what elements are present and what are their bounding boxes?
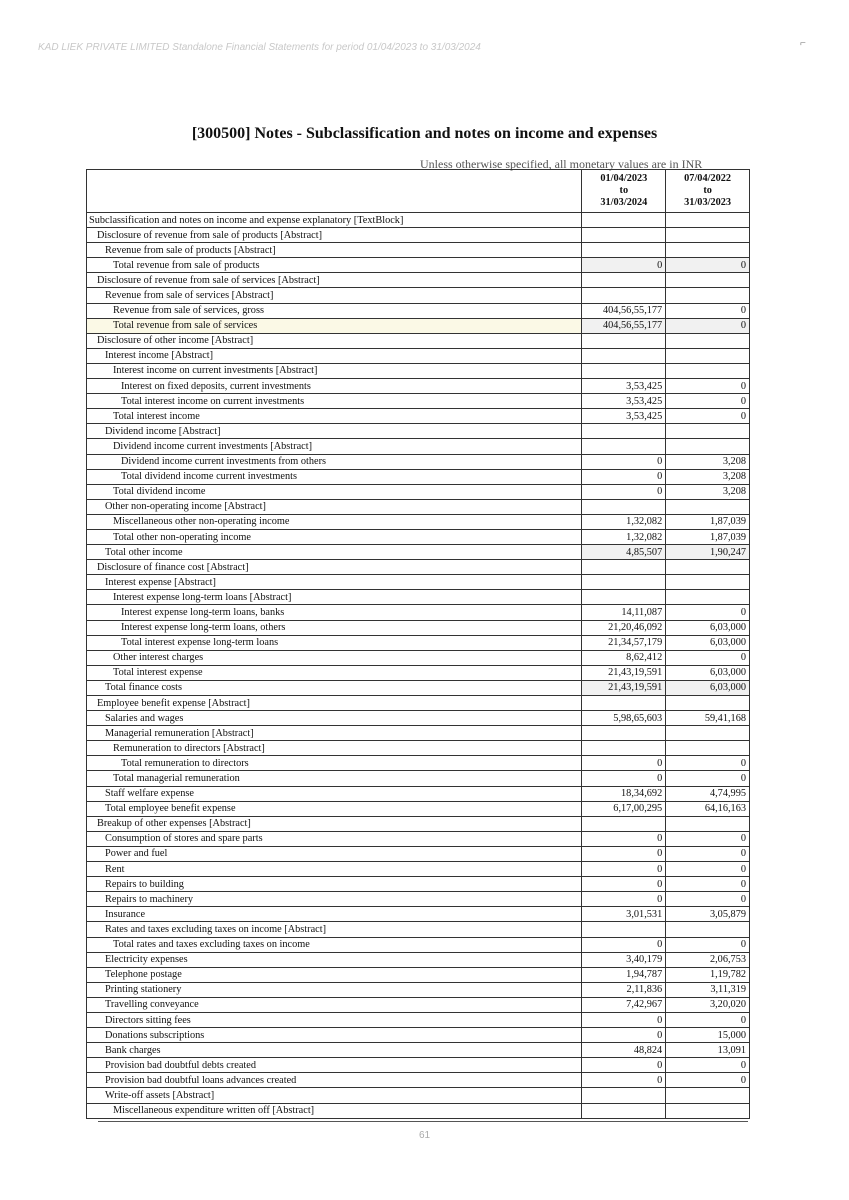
row-label: Disclosure of other income [Abstract] — [87, 333, 582, 348]
value-previous-period — [666, 1088, 750, 1103]
table-row — [87, 726, 750, 741]
row-label: Electricity expenses — [87, 952, 582, 967]
value-previous-period: 1,90,247 — [666, 545, 750, 560]
table-row — [87, 696, 750, 711]
value-previous-period: 1,87,039 — [666, 529, 750, 544]
row-label: Disclosure of finance cost [Abstract] — [87, 560, 582, 575]
value-current-period: 3,01,531 — [582, 907, 666, 922]
row-label: Repairs to machinery — [87, 892, 582, 907]
row-label: Remuneration to directors [Abstract] — [87, 741, 582, 756]
value-previous-period — [666, 741, 750, 756]
value-current-period: 0 — [582, 892, 666, 907]
table-row — [87, 786, 750, 801]
period-current-to: 31/03/2024 — [600, 197, 648, 208]
row-label: Total rates and taxes excluding taxes on income — [87, 937, 582, 952]
value-current-period: 21,43,19,591 — [582, 680, 666, 695]
row-label: Interest expense long-term loans [Abstract] — [87, 590, 582, 605]
value-previous-period — [666, 560, 750, 575]
table-row — [87, 650, 750, 665]
row-label: Disclosure of revenue from sale of products [Abstract] — [87, 228, 582, 243]
value-previous-period — [666, 273, 750, 288]
value-previous-period — [666, 348, 750, 363]
scan-mark: ⌐ — [800, 38, 806, 49]
table-row — [87, 816, 750, 831]
table-row — [87, 409, 750, 424]
table-row — [87, 892, 750, 907]
table-row — [87, 560, 750, 575]
value-current-period: 1,32,082 — [582, 514, 666, 529]
table-row — [87, 922, 750, 937]
row-label: Employee benefit expense [Abstract] — [87, 696, 582, 711]
value-previous-period: 0 — [666, 831, 750, 846]
value-current-period: 8,62,412 — [582, 650, 666, 665]
table-row — [87, 575, 750, 590]
value-current-period: 21,20,46,092 — [582, 620, 666, 635]
value-current-period: 14,11,087 — [582, 605, 666, 620]
value-previous-period — [666, 499, 750, 514]
table-row — [87, 1058, 750, 1073]
value-current-period — [582, 348, 666, 363]
row-label: Other non-operating income [Abstract] — [87, 499, 582, 514]
period-current-to-word: to — [619, 185, 629, 196]
value-previous-period — [666, 1103, 750, 1118]
table-row — [87, 590, 750, 605]
row-label: Telephone postage — [87, 967, 582, 982]
table-row — [87, 333, 750, 348]
value-current-period: 6,17,00,295 — [582, 801, 666, 816]
period-current-from: 01/04/2023 — [600, 173, 648, 184]
row-label: Insurance — [87, 907, 582, 922]
table-row — [87, 363, 750, 378]
value-previous-period: 0 — [666, 1058, 750, 1073]
table-row — [87, 514, 750, 529]
value-previous-period: 0 — [666, 846, 750, 861]
value-current-period — [582, 590, 666, 605]
value-current-period: 0 — [582, 846, 666, 861]
table-row — [87, 228, 750, 243]
row-label: Total interest expense long-term loans — [87, 635, 582, 650]
row-label: Breakup of other expenses [Abstract] — [87, 816, 582, 831]
value-current-period: 0 — [582, 454, 666, 469]
bottom-rule — [98, 1121, 748, 1122]
table-row — [87, 877, 750, 892]
table-row — [87, 665, 750, 680]
value-previous-period — [666, 590, 750, 605]
table-row — [87, 1103, 750, 1118]
value-current-period: 0 — [582, 484, 666, 499]
row-label: Salaries and wages — [87, 711, 582, 726]
row-label: Dividend income current investments from others — [87, 454, 582, 469]
value-current-period: 0 — [582, 862, 666, 877]
row-label: Miscellaneous other non-operating income — [87, 514, 582, 529]
table-row — [87, 635, 750, 650]
row-label: Interest expense long-term loans, banks — [87, 605, 582, 620]
value-previous-period: 0 — [666, 877, 750, 892]
table-row — [87, 711, 750, 726]
table-row — [87, 620, 750, 635]
table-header-row — [87, 170, 750, 213]
period-previous-to: 31/03/2023 — [684, 197, 732, 208]
table-row — [87, 394, 750, 409]
value-previous-period: 0 — [666, 756, 750, 771]
value-current-period — [582, 575, 666, 590]
table-row — [87, 741, 750, 756]
value-previous-period: 1,19,782 — [666, 967, 750, 982]
value-previous-period — [666, 363, 750, 378]
value-current-period — [582, 243, 666, 258]
row-label: Rates and taxes excluding taxes on income [Abstract] — [87, 922, 582, 937]
table-row — [87, 379, 750, 394]
table-row — [87, 439, 750, 454]
table-row — [87, 937, 750, 952]
table-row — [87, 469, 750, 484]
row-label: Provision bad doubtful loans advances created — [87, 1073, 582, 1088]
value-current-period — [582, 1103, 666, 1118]
table-row — [87, 484, 750, 499]
value-previous-period: 0 — [666, 258, 750, 273]
value-previous-period — [666, 575, 750, 590]
table-row — [87, 1012, 750, 1027]
row-label: Total finance costs — [87, 680, 582, 695]
value-current-period — [582, 696, 666, 711]
table-row — [87, 831, 750, 846]
row-label: Travelling conveyance — [87, 997, 582, 1012]
row-label: Revenue from sale of services, gross — [87, 303, 582, 318]
value-current-period: 0 — [582, 469, 666, 484]
value-previous-period: 3,11,319 — [666, 982, 750, 997]
row-label: Bank charges — [87, 1043, 582, 1058]
value-previous-period — [666, 696, 750, 711]
row-label: Managerial remuneration [Abstract] — [87, 726, 582, 741]
value-current-period: 0 — [582, 937, 666, 952]
row-label: Rent — [87, 862, 582, 877]
row-label: Printing stationery — [87, 982, 582, 997]
period-previous-to-word: to — [703, 185, 712, 196]
value-previous-period: 0 — [666, 1073, 750, 1088]
value-previous-period — [666, 922, 750, 937]
table-row — [87, 1073, 750, 1088]
table-row — [87, 348, 750, 363]
value-current-period: 5,98,65,603 — [582, 711, 666, 726]
value-previous-period: 3,208 — [666, 484, 750, 499]
row-label: Directors sitting fees — [87, 1012, 582, 1027]
row-label: Miscellaneous expenditure written off [Abstract] — [87, 1103, 582, 1118]
row-label: Provision bad doubtful debts created — [87, 1058, 582, 1073]
row-label: Total dividend income — [87, 484, 582, 499]
value-previous-period: 2,06,753 — [666, 952, 750, 967]
value-previous-period: 0 — [666, 1012, 750, 1027]
value-previous-period — [666, 439, 750, 454]
value-current-period — [582, 424, 666, 439]
table-row — [87, 680, 750, 695]
value-previous-period — [666, 288, 750, 303]
value-current-period — [582, 816, 666, 831]
value-previous-period: 0 — [666, 937, 750, 952]
value-previous-period — [666, 726, 750, 741]
value-current-period — [582, 228, 666, 243]
value-previous-period: 15,000 — [666, 1028, 750, 1043]
value-current-period: 404,56,55,177 — [582, 318, 666, 333]
table-row — [87, 756, 750, 771]
value-current-period: 0 — [582, 258, 666, 273]
header-label-cell — [87, 170, 582, 213]
value-current-period: 21,34,57,179 — [582, 635, 666, 650]
value-previous-period — [666, 213, 750, 228]
value-current-period: 1,32,082 — [582, 529, 666, 544]
table-row — [87, 499, 750, 514]
table-row — [87, 952, 750, 967]
value-previous-period: 3,05,879 — [666, 907, 750, 922]
value-current-period — [582, 213, 666, 228]
value-previous-period: 0 — [666, 650, 750, 665]
value-previous-period: 6,03,000 — [666, 665, 750, 680]
units-note: Unless otherwise specified, all monetary values are in INR — [420, 157, 703, 171]
table-row — [87, 771, 750, 786]
table-row — [87, 846, 750, 861]
row-label: Total other non-operating income — [87, 529, 582, 544]
table-row — [87, 1043, 750, 1058]
value-previous-period: 1,87,039 — [666, 514, 750, 529]
row-label: Other interest charges — [87, 650, 582, 665]
value-current-period: 0 — [582, 756, 666, 771]
row-label: Subclassification and notes on income and expense explanatory [TextBlock] — [87, 213, 582, 228]
value-previous-period: 0 — [666, 605, 750, 620]
row-label: Write-off assets [Abstract] — [87, 1088, 582, 1103]
value-current-period: 2,11,836 — [582, 982, 666, 997]
value-previous-period: 4,74,995 — [666, 786, 750, 801]
value-current-period — [582, 273, 666, 288]
value-previous-period: 6,03,000 — [666, 635, 750, 650]
value-previous-period: 0 — [666, 771, 750, 786]
value-current-period: 18,34,692 — [582, 786, 666, 801]
value-current-period: 48,824 — [582, 1043, 666, 1058]
value-previous-period — [666, 424, 750, 439]
table-row — [87, 213, 750, 228]
table-row — [87, 982, 750, 997]
table-row — [87, 288, 750, 303]
row-label: Interest income on current investments [Abstract] — [87, 363, 582, 378]
period-previous-from: 07/04/2022 — [684, 173, 732, 184]
table-row — [87, 545, 750, 560]
value-current-period — [582, 363, 666, 378]
row-label: Total interest income on current investments — [87, 394, 582, 409]
row-label: Interest expense [Abstract] — [87, 575, 582, 590]
value-previous-period — [666, 816, 750, 831]
value-current-period: 0 — [582, 1073, 666, 1088]
row-label: Power and fuel — [87, 846, 582, 861]
value-previous-period — [666, 243, 750, 258]
row-label: Dividend income current investments [Abstract] — [87, 439, 582, 454]
row-label: Total interest expense — [87, 665, 582, 680]
page-title: [300500] Notes - Subclassification and notes on income and expenses — [191, 125, 658, 142]
value-previous-period: 3,208 — [666, 454, 750, 469]
row-label: Total revenue from sale of products — [87, 258, 582, 273]
table-row — [87, 1028, 750, 1043]
table-row — [87, 605, 750, 620]
table-row — [87, 273, 750, 288]
value-current-period — [582, 741, 666, 756]
row-label: Donations subscriptions — [87, 1028, 582, 1043]
value-previous-period: 0 — [666, 394, 750, 409]
table-row — [87, 318, 750, 333]
value-previous-period: 0 — [666, 409, 750, 424]
table-row — [87, 424, 750, 439]
value-previous-period: 13,091 — [666, 1043, 750, 1058]
value-current-period: 7,42,967 — [582, 997, 666, 1012]
value-current-period — [582, 439, 666, 454]
table-row — [87, 529, 750, 544]
value-previous-period: 59,41,168 — [666, 711, 750, 726]
running-header: KAD LIEK PRIVATE LIMITED Standalone Financial Statements for period 01/04/2023 to 31/03/2024 — [38, 42, 481, 53]
value-previous-period: 6,03,000 — [666, 620, 750, 635]
row-label: Total dividend income current investments — [87, 469, 582, 484]
value-previous-period: 0 — [666, 303, 750, 318]
table-row — [87, 997, 750, 1012]
value-previous-period: 64,16,163 — [666, 801, 750, 816]
row-label: Interest expense long-term loans, others — [87, 620, 582, 635]
value-current-period: 404,56,55,177 — [582, 303, 666, 318]
value-current-period: 3,53,425 — [582, 379, 666, 394]
table-row — [87, 243, 750, 258]
table-row — [87, 967, 750, 982]
value-current-period — [582, 560, 666, 575]
value-previous-period — [666, 228, 750, 243]
row-label: Total remuneration to directors — [87, 756, 582, 771]
header-period-previous — [666, 170, 750, 213]
value-current-period: 0 — [582, 1058, 666, 1073]
value-previous-period: 0 — [666, 318, 750, 333]
value-current-period — [582, 1088, 666, 1103]
row-label: Total managerial remuneration — [87, 771, 582, 786]
row-label: Revenue from sale of products [Abstract] — [87, 243, 582, 258]
row-label: Dividend income [Abstract] — [87, 424, 582, 439]
income-expense-table — [86, 169, 750, 1119]
value-current-period: 4,85,507 — [582, 545, 666, 560]
row-label: Repairs to building — [87, 877, 582, 892]
value-current-period — [582, 922, 666, 937]
row-label: Interest on fixed deposits, current investments — [87, 379, 582, 394]
value-previous-period: 0 — [666, 892, 750, 907]
page-number: 61 — [418, 1130, 431, 1141]
value-previous-period: 3,208 — [666, 469, 750, 484]
row-label: Consumption of stores and spare parts — [87, 831, 582, 846]
value-previous-period: 0 — [666, 862, 750, 877]
row-label: Revenue from sale of services [Abstract] — [87, 288, 582, 303]
value-current-period: 1,94,787 — [582, 967, 666, 982]
value-current-period — [582, 333, 666, 348]
header-period-current — [582, 170, 666, 213]
table-row — [87, 454, 750, 469]
row-label: Disclosure of revenue from sale of services [Abstract] — [87, 273, 582, 288]
value-previous-period: 3,20,020 — [666, 997, 750, 1012]
value-current-period: 21,43,19,591 — [582, 665, 666, 680]
row-label: Total other income — [87, 545, 582, 560]
table-row — [87, 907, 750, 922]
table-row — [87, 303, 750, 318]
value-previous-period: 6,03,000 — [666, 680, 750, 695]
value-current-period: 0 — [582, 1012, 666, 1027]
row-label: Total interest income — [87, 409, 582, 424]
value-current-period — [582, 288, 666, 303]
row-label: Total employee benefit expense — [87, 801, 582, 816]
table-row — [87, 862, 750, 877]
value-current-period: 3,53,425 — [582, 394, 666, 409]
value-current-period — [582, 499, 666, 514]
row-label: Interest income [Abstract] — [87, 348, 582, 363]
value-current-period — [582, 726, 666, 741]
value-previous-period — [666, 333, 750, 348]
row-label: Staff welfare expense — [87, 786, 582, 801]
value-current-period: 0 — [582, 771, 666, 786]
value-current-period: 3,40,179 — [582, 952, 666, 967]
value-previous-period: 0 — [666, 379, 750, 394]
table-row — [87, 1088, 750, 1103]
value-current-period: 0 — [582, 877, 666, 892]
value-current-period: 0 — [582, 831, 666, 846]
table-body — [87, 213, 750, 1119]
table-row — [87, 258, 750, 273]
table-row — [87, 801, 750, 816]
value-current-period: 3,53,425 — [582, 409, 666, 424]
row-label: Total revenue from sale of services — [87, 318, 582, 333]
value-current-period: 0 — [582, 1028, 666, 1043]
